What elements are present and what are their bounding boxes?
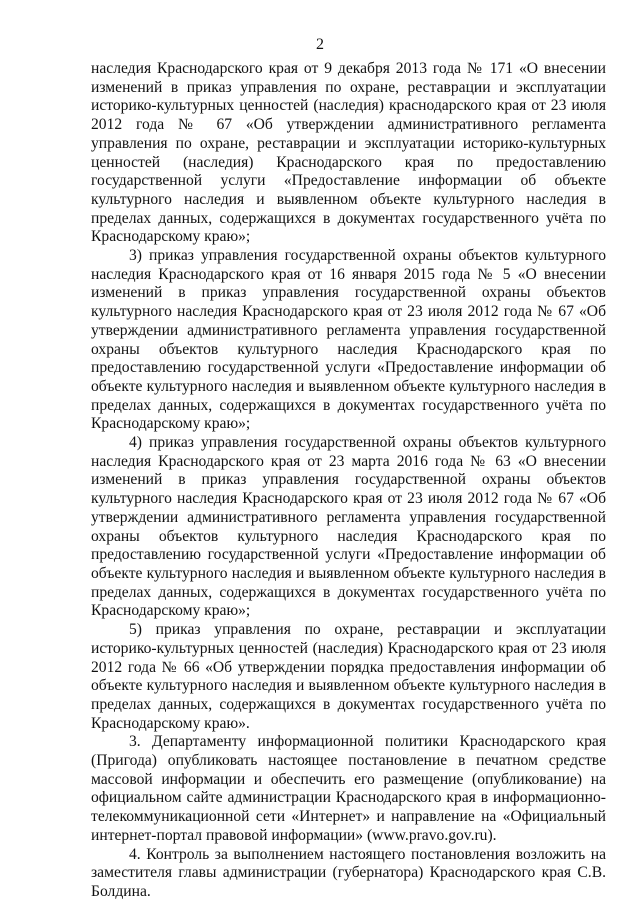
paragraph-section-4: 4. Контроль за выполнением настоящего постановления возложить на заместителя главы администрации (губернатора) Краснодарского края С.В. Болдина. — [91, 845, 606, 900]
paragraph-item-5: 5) приказ управления по охране, реставрации и эксплуатации историко-культурных ценностей (наследия) Краснодарского края от 23 июля 2012 года № 66 «Об утверждении порядка предоставления информации об объекте культурного наследия и выявленном объекте культурного наследия в пределах данных, содержащихся в документах государственного учёта по Краснодарскому краю». — [91, 621, 606, 732]
paragraph-section-3: 3. Департаменту информационной политики Краснодарского края (Пригода) опубликовать настоящее постановление в печатном средстве массовой информации и обеспечить его размещение (опубликование) на официальном сайте администрации Краснодарского края в информационно-телекоммуникационной сети «Интернет» и направление на «Официальный интернет-портал правовой информации» (www.pravo.gov.ru). — [91, 733, 606, 844]
page-number: 2 — [316, 36, 324, 53]
paragraph-item-4: 4) приказ управления государственной охраны объектов культурного наследия Краснодарского края от 23 марта 2016 года № 63 «О внесении изменений в приказ управления государственной охраны объектов культурного наследия Краснодарского края от 23 июля 2012 года № 67 «Об утверждении административного регламента управления государственной охраны объектов культурного наследия Краснодарского края по предоставлению государственной услуги «Предоставление информации об объекте культурного наследия и выявленном объекте культурного наследия в пределах данных, содержащихся в документах государственного учёта по Краснодарскому краю»; — [91, 434, 606, 620]
paragraph-continuation: наследия Краснодарского края от 9 декабря 2013 года № 171 «О внесении изменений в приказ управления по охране, реставрации и эксплуатации историко-культурных ценностей (наследия) краснодарского края от 23 июля 2012 года № 67 «Об утверждении административного регламента управления по охране, реставрации и эксплуатации историко-культурных ценностей (наследия) Краснодарского края по предоставлению государственной услуги «Предоставление информации об объекте культурного наследия и выявленном объекте культурного наследия в пределах данных, содержащихся в документах государственного учёта по Краснодарскому краю»; — [91, 60, 606, 246]
document-body — [91, 60, 606, 902]
paragraph-item-3: 3) приказ управления государственной охраны объектов культурного наследия Краснодарского края от 16 января 2015 года № 5 «О внесении изменений в приказ управления государственной охраны объектов культурного наследия Краснодарского края от 23 июля 2012 года № 67 «Об утверждении административного регламента управления государственной охраны объектов культурного наследия Краснодарского края по предоставлению государственной услуги «Предоставление информации об объекте культурного наследия и выявленном объекте культурного наследия в пределах данных, содержащихся в документах государственного учёта по Краснодарскому краю»; — [91, 247, 606, 433]
